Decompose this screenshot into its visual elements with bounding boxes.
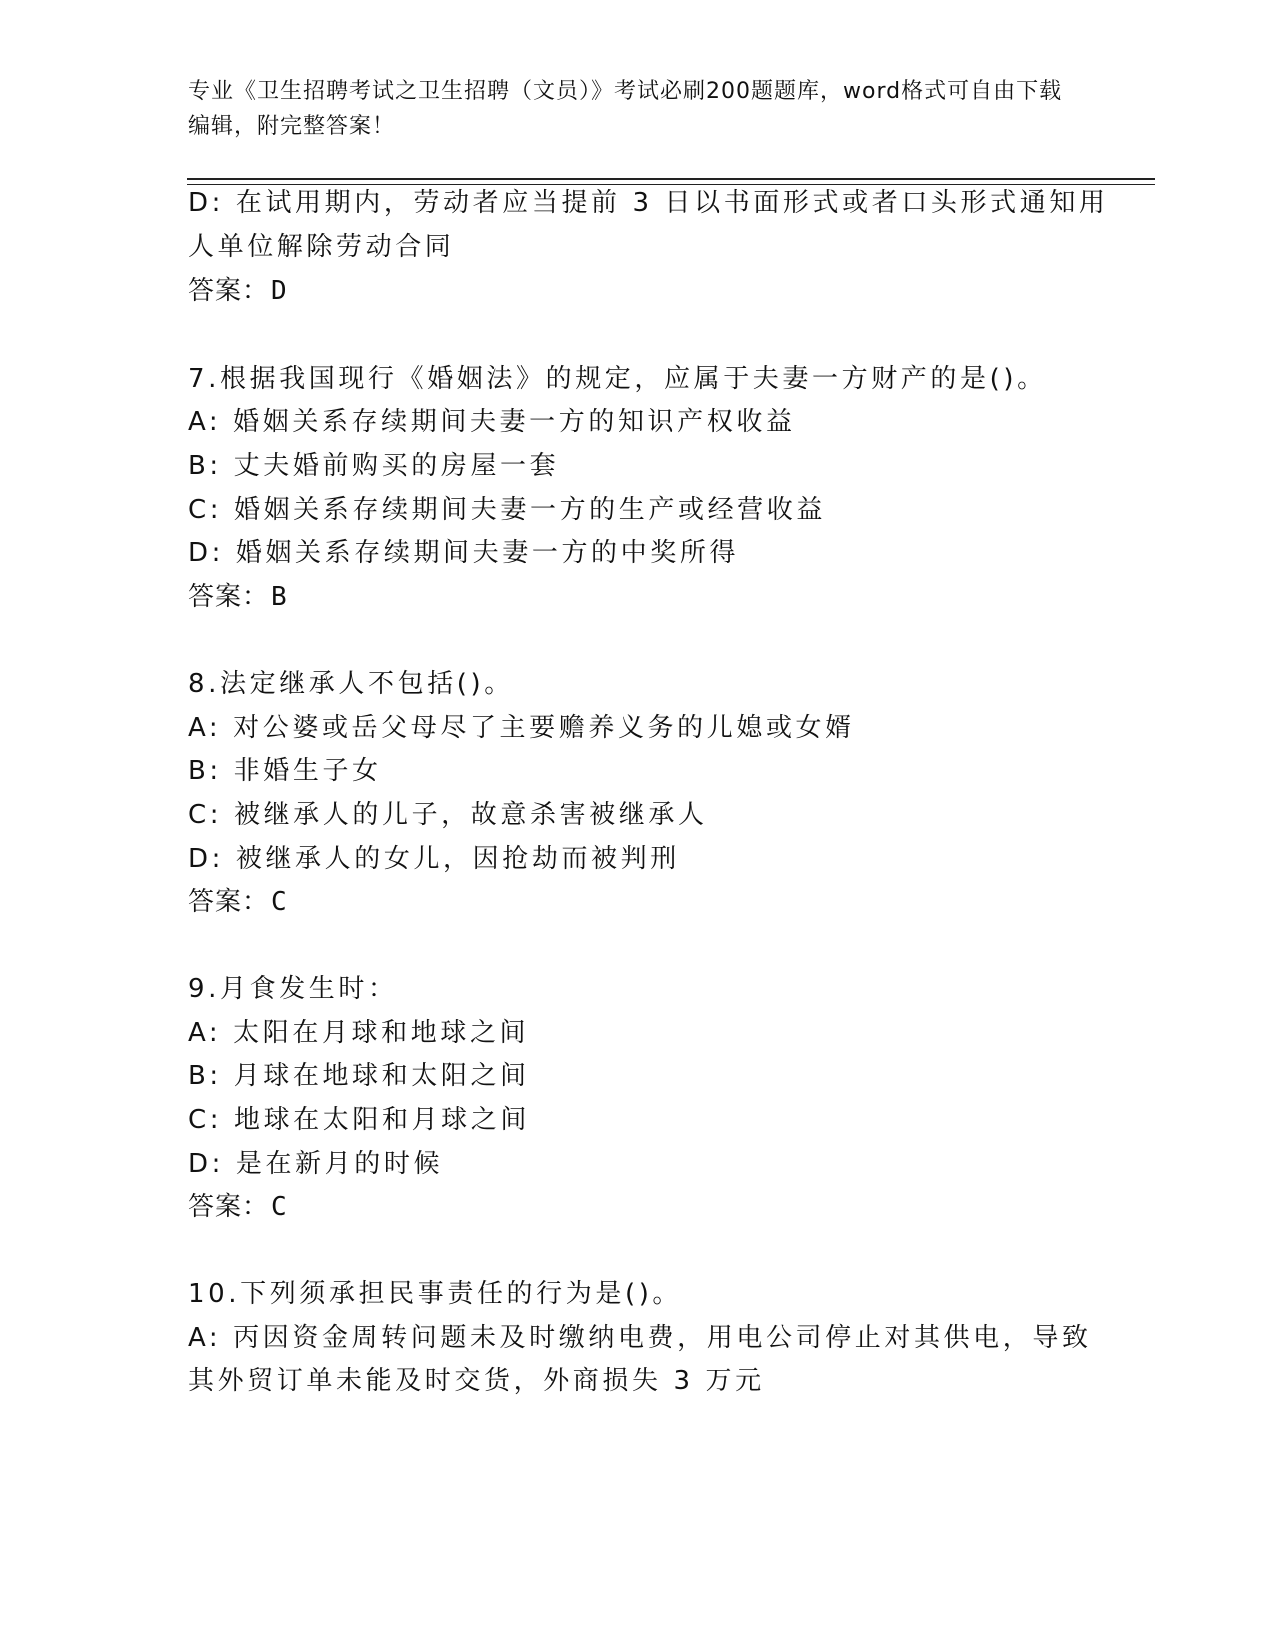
header-divider-thin	[187, 184, 1155, 185]
q6-option-d-line2: 人单位解除劳动合同	[188, 232, 455, 262]
q10-option-a-line1: A: 丙因资金周转问题未及时缴纳电费，用电公司停止对其供电，导致	[188, 1323, 1092, 1353]
answer-value: D	[271, 276, 288, 306]
q10-option-a-line2: 其外贸订单未能及时交货，外商损失 3 万元	[188, 1366, 765, 1396]
q10-stem: 10.下列须承担民事责任的行为是()。	[188, 1279, 683, 1309]
answer-label: 答案：	[188, 276, 270, 306]
q6-option-d-line1: D: 在试用期内，劳动者应当提前 3 日以书面形式或者口头形式通知用	[188, 188, 1109, 218]
q9-option-a: A: 太阳在月球和地球之间	[188, 1018, 530, 1048]
answer-value: C	[271, 887, 288, 917]
q7-option-a: A: 婚姻关系存续期间夫妻一方的知识产权收益	[188, 407, 796, 437]
q8-answer	[188, 885, 288, 919]
q9-stem: 9.月食发生时：	[188, 974, 398, 1004]
q6-answer	[188, 274, 288, 308]
header-divider-thick	[187, 178, 1155, 180]
answer-label: 答案：	[188, 887, 270, 917]
q8-option-d: D: 被继承人的女儿，因抢劫而被判刑	[188, 844, 680, 874]
answer-value: C	[271, 1192, 288, 1222]
document-header-title: 专业《卫生招聘考试之卫生招聘（文员）》考试必刷200题题库，word格式可自由下载编辑，附完整答案！	[188, 79, 1063, 139]
q8-option-c: C: 被继承人的儿子，故意杀害被继承人	[188, 800, 708, 830]
answer-label: 答案：	[188, 1192, 270, 1222]
q8-stem: 8.法定继承人不包括()。	[188, 669, 514, 699]
q7-answer	[188, 580, 288, 614]
q9-option-d: D: 是在新月的时候	[188, 1149, 444, 1179]
q9-option-c: C: 地球在太阳和月球之间	[188, 1105, 530, 1135]
q7-option-d: D: 婚姻关系存续期间夫妻一方的中奖所得	[188, 538, 740, 568]
q7-option-c: C: 婚姻关系存续期间夫妻一方的生产或经营收益	[188, 495, 826, 525]
answer-value: B	[271, 582, 288, 612]
q7-option-b: B: 丈夫婚前购买的房屋一套	[188, 451, 560, 481]
q8-option-a: A: 对公婆或岳父母尽了主要赡养义务的儿媳或女婿	[188, 713, 855, 743]
q9-answer	[188, 1190, 288, 1224]
q9-option-b: B: 月球在地球和太阳之间	[188, 1061, 530, 1091]
q7-stem: 7.根据我国现行《婚姻法》的规定，应属于夫妻一方财产的是()。	[188, 364, 1047, 394]
q8-option-b: B: 非婚生子女	[188, 756, 382, 786]
answer-label: 答案：	[188, 582, 270, 612]
